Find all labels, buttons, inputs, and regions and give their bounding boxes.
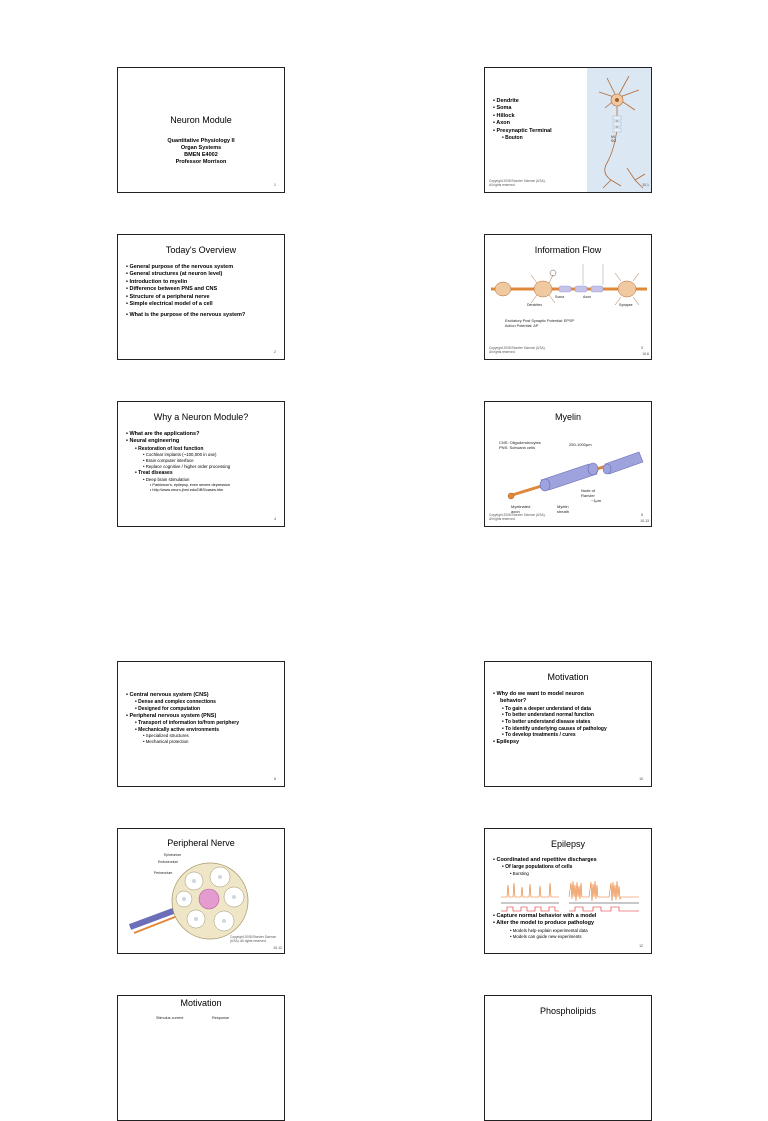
bullet-subsubitem: • Brain computer interface [126,458,230,464]
slide-title: Today's Overview [165,245,237,255]
label-line: Ranvier [581,493,595,498]
bullet-list [493,691,607,746]
subtitle-line: Professor Morrison [175,159,227,165]
slide-number: 1 [274,183,276,187]
bullet-continuation: behavior? [500,698,527,705]
bullet-list [126,431,230,493]
bullet-item: • Central nervous system (CNS) [126,692,239,699]
bullet-list-2 [493,913,596,940]
myelin-illustration [505,450,645,504]
bullet-item: • Dendrite [493,98,552,105]
bullet-item: • Peripheral nervous system (PNS) [126,713,239,720]
copyright-line: Copyright 2008 Elsevier Science (USA). [489,513,546,517]
label-length: 250-1000μm [569,442,592,447]
bullet-item: • What are the applications? [126,431,230,438]
copyright-note [489,346,546,354]
notes [505,319,574,329]
bullet-subsubitem: • Mechanical protection [126,739,239,745]
slide-title: Why a Neuron Module? [153,412,249,422]
slide-title: Epilepsy [550,839,586,849]
figure-number: 10.13 [640,519,649,523]
bullet-item: • Hillock [493,113,552,120]
slide-number: 12 [639,944,643,948]
subtitle-line: Quantitative Physiology II [167,138,235,144]
slide-11-motivation [117,995,285,1121]
label-perineurium: Perineurium [154,871,173,875]
label-dendrites: Dendrites [527,303,542,307]
bullet-list [493,857,597,877]
copyright-line: Copyright 2008 Elsevier Science (USA). [489,346,546,350]
subtitle-line: Organ Systems [180,145,222,151]
slide-2-neuron-parts [484,67,652,193]
bullet-level4: ▪ Parkinson's, epilepsy, even severe depression [126,483,230,488]
bullet-item: • Structure of a peripheral nerve [126,294,245,301]
copyright-note [489,179,546,187]
label-line: ~1μm [591,498,602,503]
bullet-subsubitem: • Replace cognitive / higher order processing [126,464,230,470]
label-synapse: Synapse [619,303,633,307]
bullet-item: • What is the purpose of the nervous system? [126,312,245,319]
bullet-subitem: • Restoration of lost function [126,446,230,453]
bullet-item: • Simple electrical model of a cell [126,301,245,308]
svg-text:SO: SO [611,139,617,143]
slide-title: Motivation [547,672,589,682]
slide-title: Information Flow [534,245,602,255]
bullet-item: • Presynaptic Terminal [493,128,552,135]
label-line: Myelinated [511,504,531,509]
label-stimulus-current: Stimulus current [156,1016,184,1020]
slide-title: Myelin [554,412,581,422]
bullet-item: • Capture normal behavior with a model [493,913,596,920]
bullet-subitem: • Dense and complex connections [126,699,239,706]
copyright-line: All rights reserved. [489,350,516,354]
label-endoneurium: Endoneurium [158,860,179,864]
slide-5-why-neuron-module [117,401,285,527]
bullet-item: • Alter the model to produce pathology [493,920,596,927]
slide-title: Neuron Module [170,115,232,125]
bullet-subitem: • To develop treatments / cures [493,732,607,739]
slide-number: 4 [274,517,276,521]
slide-number: 5 [641,513,643,517]
note-line: Excitatory Post Synaptic Potential: EPSP [505,319,575,323]
svg-text:MI: MI [611,135,615,139]
slide-9-peripheral-nerve [117,828,285,954]
bullet-subsubitem: • Models help explain experimental data [493,928,596,934]
label-line: sheath [557,509,570,514]
bullet-item: • Coordinated and repetitive discharges [493,857,597,864]
label-myelin-sheath [557,504,569,514]
figure-number: 10.12 [273,946,282,950]
slide-7-cns-pns [117,661,285,787]
label-line: CNS: Oligodendrocytes [499,440,541,445]
bullet-item: • General structures (at neuron level) [126,271,245,278]
copyright-line: All rights reserved. [489,183,516,187]
bullet-subsubitem: • Specialized structures [126,733,239,739]
note-line: Action Potential: AP [505,324,539,328]
copyright-line: All rights reserved. [489,517,516,521]
subtitle-line: BMEN E4002 [184,152,218,158]
bullet-item: • Axon [493,120,552,127]
label-epineurium: Epineurium [164,853,182,857]
slide-title: Motivation [180,998,222,1008]
label-line: Node of [581,488,596,493]
label-line: Myelin [557,504,569,509]
bullet-item: • General purpose of the nervous system [126,264,245,271]
label-soma: Soma [555,295,565,299]
slide-number: 2 [274,350,276,354]
label-line: PNS: Schwann cells [499,445,536,450]
slide-4-information-flow [484,234,652,360]
bullet-list [126,264,245,320]
bullet-list [493,98,552,142]
slide-number: 6 [274,777,276,781]
bullet-subsubitem: • Cochlear implants (~100,000 in use) [126,452,230,458]
neuron-illustration [587,68,652,193]
bullet-item: • Neural engineering [126,438,230,445]
bullet-list [126,692,239,745]
slide-3-overview [117,234,285,360]
information-flow-illustration [487,259,651,309]
copyright-note [489,513,546,521]
copyright-note: Copyright 2008 Elsevier Science (USA). All rights reserved. [230,935,277,943]
bullet-subitem: • Mechanically active environments [126,727,239,734]
bullet-subitem: • Designed for computation [126,706,239,713]
label-response: Response [212,1016,230,1020]
bullet-item: • Introduction to myelin [126,279,245,286]
bullet-subitem: • To identify underlying causes of pathology [493,726,607,733]
bullet-item: • Difference between PNS and CNS [126,286,245,293]
bullet-level4: ▪ http://www.neuro.jhmi.edu/DBS/cases.htm [126,488,230,493]
bullet-subitem: • Transport of information to/from periphery [126,720,239,727]
slide-number: 10.1 [642,183,649,187]
figure-number: 10.6 [642,352,649,356]
bursting-traces [499,877,645,915]
bullet-subitem: • Treat diseases [126,470,230,477]
slide-subtitle [118,138,284,166]
bullet-subitem: • To better understand disease states [493,719,607,726]
bullet-subsubitem: • Deep brain stimulation [126,477,230,483]
bullet-subitem: • To gain a deeper understand of data [493,706,607,713]
label-axon: Axon [583,295,591,299]
bullet-subsubitem: • Models can guide new experiments [493,934,596,940]
slide-10-epilepsy [484,828,652,954]
bullet-item: • Soma [493,105,552,112]
label-cns [499,440,541,450]
slide-8-motivation [484,661,652,787]
bullet-subsubitem: • Bursting [493,871,597,877]
copyright-line: Copyright 2008 Elsevier Science (USA). [489,179,546,183]
bullet-subitem: • Of large populations of cells [493,864,597,871]
bullet-item: • Why do we want to model neuron [493,691,607,698]
slide-number: 10 [639,777,643,781]
slide-6-myelin [484,401,652,527]
bullet-subitem: • Bouton [493,135,552,142]
label-line: axon [511,509,520,514]
bullet-item: • Epilepsy [493,739,607,746]
slide-12-phospholipids [484,995,652,1121]
label-node-of-ranvier [581,488,601,503]
slide-1-title [117,67,285,193]
slide-title: Phospholipids [539,1006,597,1016]
slide-number: 3 [641,346,643,350]
bullet-subitem: • To better understand normal function [493,712,607,719]
slide-title: Peripheral Nerve [167,838,235,848]
